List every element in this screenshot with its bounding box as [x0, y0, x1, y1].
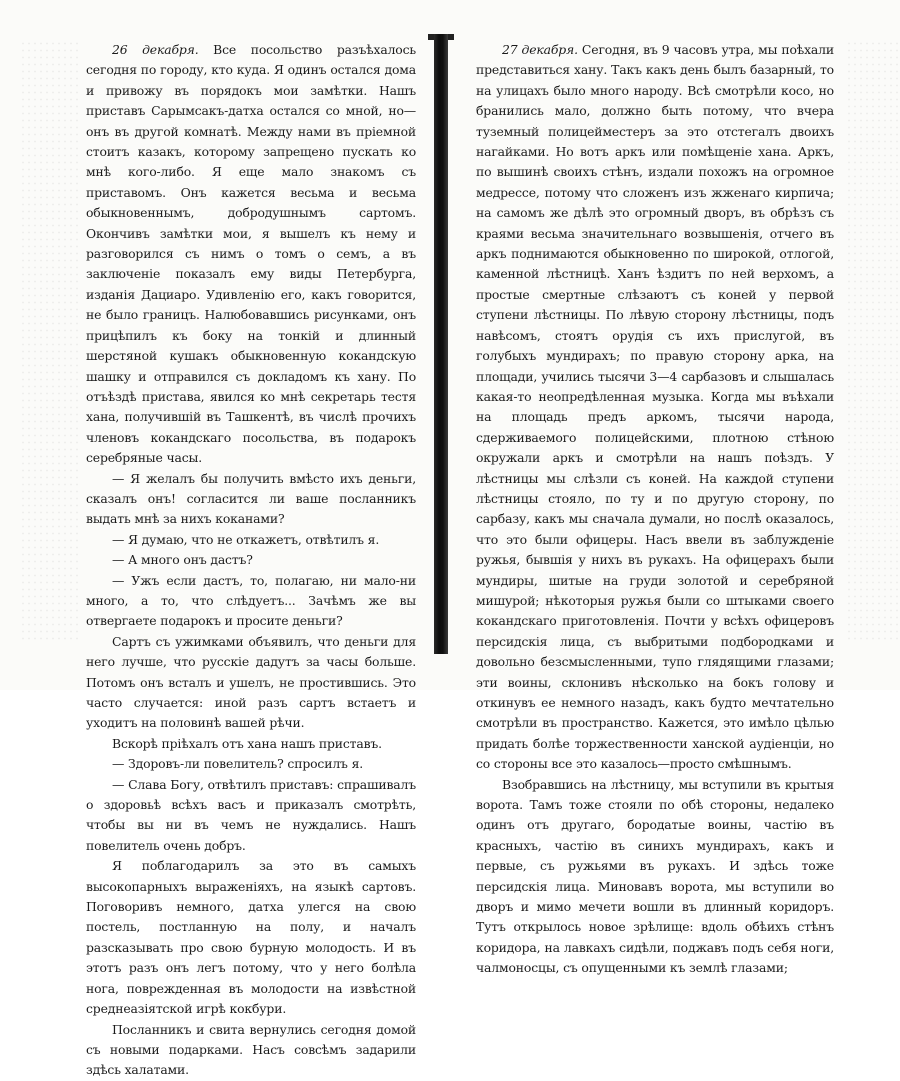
scan-noise-left — [20, 40, 80, 640]
paragraph-1: — Я желалъ бы получить вмѣсто ихъ деньги, сказалъ онъ! согласится ли ваше посланникъ выдать мнѣ за нихъ коканами? — [86, 470, 416, 527]
book-gutter — [434, 34, 448, 654]
paragraph-0: 26 декабря. Все посольство разъѣхалось сегодня по городу, кто куда. Я одинъ остался дома и привожу въ порядокъ мои замѣтки. Нашъ приставъ Сарымсакъ-датха остался со мной, но—онъ въ другой комнатѣ. Между нами въ пріемной стоитъ казакъ, которому запрещено пускать ко мнѣ кого-либо. Я еще мало знакомъ съ приставомъ. Онъ кажется весьма и весьма обыкновеннымъ, добродушнымъ сартомъ. Окончивъ замѣтки мои, я вышелъ къ нему и разговорился съ нимъ о томъ о семъ, а въ заключеніе показалъ ему виды Петербурга, изданія Дациаро. Удивленію его, какъ говорится, не было границъ. Налюбовавшись рисунками, онъ прицѣпилъ къ боку на тонкій и длинный шерстяной кушакъ обыкновенную кокандскую шашку и отправился съ докладомъ къ хану. По отъѣздѣ пристава, явился ко мнѣ секретарь тестя хана, получившій въ Ташкентѣ, въ числѣ прочихъ членовъ кокандскаго посольства, въ подарокъ серебряные часы. — [86, 42, 416, 466]
paragraph-8: — Слава Богу, отвѣтилъ приставъ: спрашивалъ о здоровьѣ всѣхъ васъ и приказалъ смотрѣть, чтобы вы ни въ чемъ не нуждались. Нашъ повелитель очень добръ. — [86, 776, 416, 853]
paragraph-9: Я поблагодарилъ за это въ самыхъ высокопарныхъ выраженіяхъ, на языкѣ сартовъ. Поговоривъ немного, датха улегся на свою постель, постланную на полу, и началъ разсказывать про свою бурную молодость. И въ этотъ разъ онъ легъ потому, что у него болѣла нога, поврежденная въ молодости на извѣстной среднеазіятской игрѣ кокбури. — [86, 858, 416, 1017]
scan-noise-right — [846, 40, 900, 640]
paragraph-4: — Ужъ если дастъ, то, полагаю, ни мало-ни много, а то, что слѣдуетъ... Зачѣмъ же вы отвергаете подарокъ и просите деньги? — [86, 572, 416, 629]
right-page — [476, 40, 834, 976]
paragraph-2: — Я думаю, что не откажетъ, отвѣтилъ я. — [112, 531, 380, 547]
paragraph-6: Вскорѣ пріѣхалъ отъ хана нашъ приставъ. — [112, 735, 382, 751]
left-page — [86, 40, 416, 1078]
paragraph-7: — Здоровъ-ли повелитель? спросилъ я. — [112, 756, 364, 772]
entry-date: 27 декабря. — [502, 42, 578, 57]
entry-date: 26 декабря. — [112, 42, 199, 57]
paragraph-10: Посланникъ и свита вернулись сегодня домой съ новыми подарками. Насъ совсѣмъ задарили здѣсь халатами. — [86, 1021, 416, 1078]
paragraph-1: Взобравшись на лѣстницу, мы вступили въ крытыя ворота. Тамъ тоже стояли по обѣ стороны, недалеко одинъ отъ другаго, бородатые воины, частію въ красныхъ, частію въ синихъ мундирахъ, какъ и первые, съ ружьями въ рукахъ. И здѣсь тоже персидскія лица. Миновавъ ворота, мы вступили во дворъ и мимо мечети вошли въ длинный коридоръ. Тутъ открылось новое зрѣлище: вдоль обѣихъ стѣнъ коридора, на лавкахъ сидѣли, поджавъ подъ себя ноги, чалмоносцы, съ опущенными къ землѣ глазами; — [476, 776, 834, 976]
paragraph-3: — А много онъ дастъ? — [112, 552, 253, 568]
paragraph-0: 27 декабря. Сегодня, въ 9 часовъ утра, мы поѣхали представиться хану. Такъ какъ день былъ базарный, то на улицахъ было много народу. Всѣ смотрѣли косо, но бранились мало, должно быть потому, что вчера туземный полицейместеръ за это отстегалъ двоихъ нагайками. Но вотъ аркъ или помѣщеніе хана. Аркъ, по вышинѣ своихъ стѣнъ, издали похожъ на огромное медрессе, потому что сложенъ изъ жженаго кирпича; на самомъ же дѣлѣ это огромный дворъ, въ обрѣзъ съ краями весьма значительнаго возвышенія, отчего въ аркъ поднимаются обыкновенно по широкой, отлогой, каменной лѣстницѣ. Ханъ ѣздитъ по ней верхомъ, а простые смертные слѣзаютъ съ коней у первой ступени лѣстницы. По лѣвую сторону лѣстницы, подъ навѣсомъ, стоятъ орудія съ ихъ прислугой, въ голубыхъ мундирахъ; по правую сторону арка, на площади, учились тысячи 3—4 сарбазовъ и слышалась какая-то неопредѣленная музыка. Когда мы въѣхали на площадь предъ аркомъ, тысячи народа, сдерживаемого полицейскими, плотною стѣною окружали аркъ и смотрѣли на нашъ поѣздъ. У лѣстницы мы слѣзли съ коней. На каждой ступени лѣстницы стояло, по ту и по другую сторону, по сарбазу, какъ мы сначала думали, но послѣ оказалось, что это были офицеры. Насъ ввели въ заблужденіе ружья, бывшія у нихъ въ рукахъ. На офицерахъ были мундиры, шитые на груди золотой и серебряной мишурой; нѣкоторыя ружья были со штыками своего кокандскаго приготовленія. Почти у всѣхъ офицеровъ персидскія лица, съ выбритыми подбородками и довольно безсмысленными, тупо глядящими глазами; эти воины, склонивъ нѣсколько на бокъ голову и откинувъ ее немного назадъ, какъ будто мечтательно смотрѣли въ пространство. Кажется, это имѣло цѣлью придать болѣе торжественности ханской аудіенціи, но со стороны все это казалось—просто смѣшнымъ. — [476, 42, 834, 772]
paragraph-5: Сартъ съ ужимками объявилъ, что деньги для него лучше, что русскіе дадутъ за часы больше. Потомъ онъ всталъ и ушелъ, не простившись. Это часто случается: иной разъ сартъ встаетъ и уходитъ на половинѣ вашей рѣчи. — [86, 633, 416, 731]
